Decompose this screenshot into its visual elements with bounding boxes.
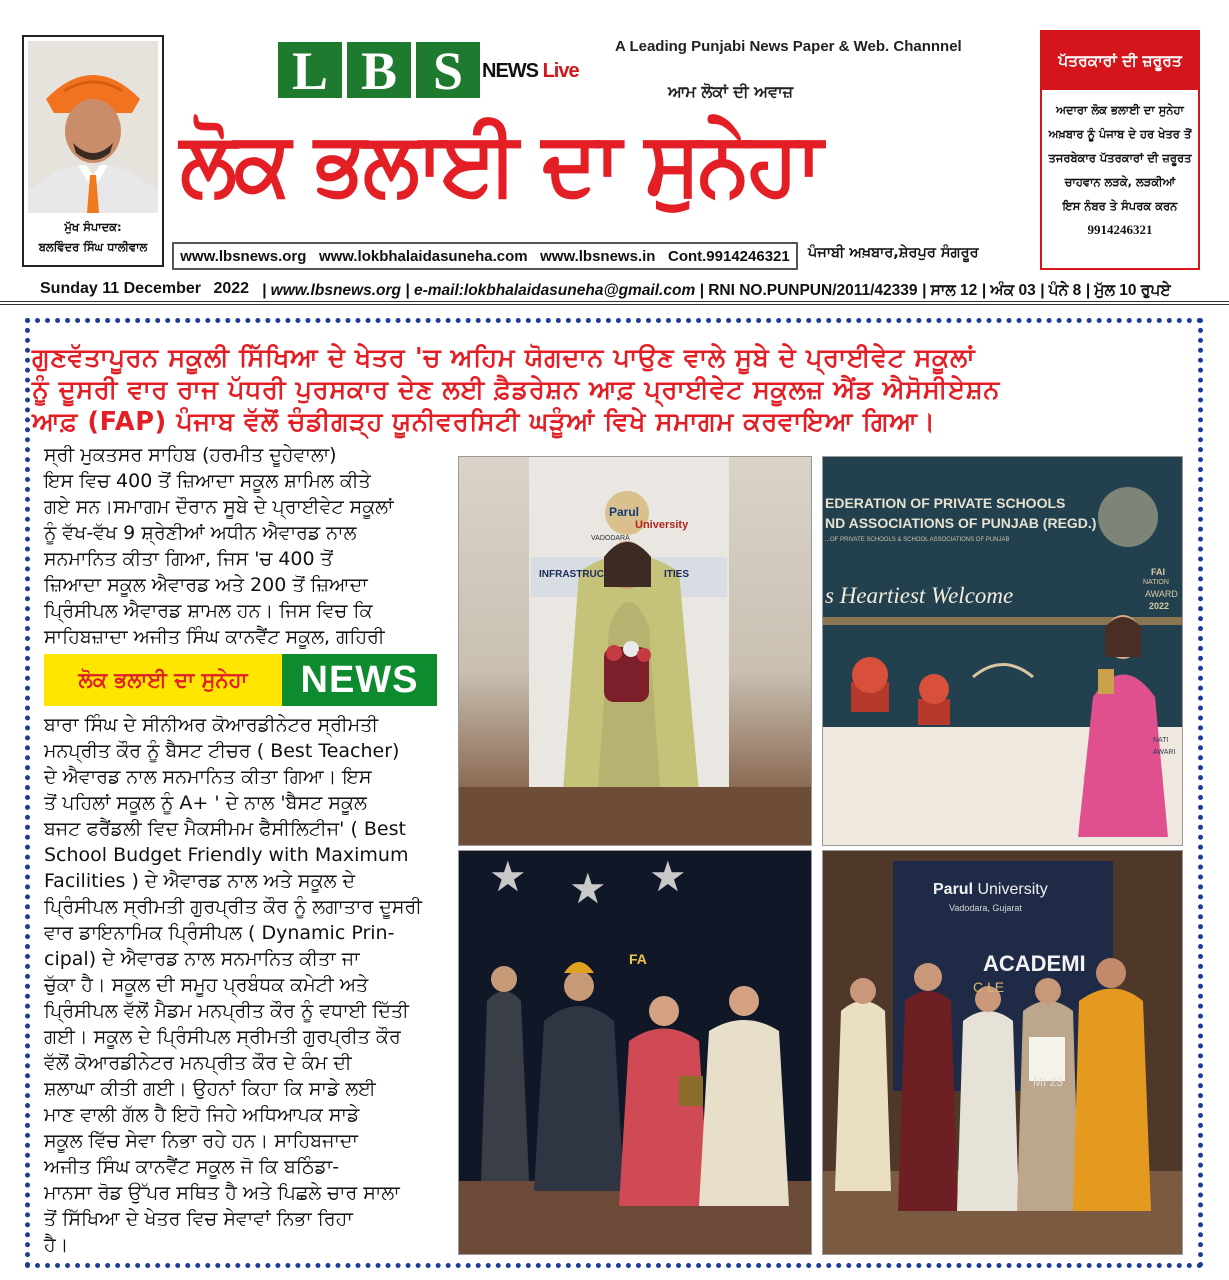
text-line: ਮਨਪ੍ਰੀਤ ਕੌਰ ਨੂੰ ਬੈਸਟ ਟੀਚਰ ( Best Teacher)	[44, 740, 400, 762]
p1-banner-left: INFRASTRUC	[539, 569, 604, 580]
year-label: ਸਾਲ	[930, 282, 956, 299]
p1-logo-university: University	[635, 519, 689, 531]
text-line: ਇਸ ਵਿਚ 400 ਤੋਂ ਜ਼ਿਆਦਾ ਸਕੂਲ ਸ਼ਾਮਿਲ ਕੀਤੇ	[44, 470, 371, 492]
text-line: ਤੋਂ ਪਹਿਲਾਂ ਸਕੂਲ ਨੂੰ A+ ' ਦੇ ਨਾਲ 'ਬੈਸਟ ਸਕੂਲ	[44, 792, 367, 814]
photo-fap-banner	[822, 456, 1183, 846]
photo-award-teacher	[458, 456, 812, 846]
reporter-line: ਇਸ ਨੰਬਰ ਤੇ ਸੰਪਰਕ ਕਰਨ	[1062, 199, 1178, 213]
p2-line1: EDERATION OF PRIVATE SCHOOLS	[825, 495, 1066, 511]
place-label: ਪੰਜਾਬੀ ਅਖ਼ਬਾਰ,ਸ਼ੇਰਪੁਰ ਸੰਗਰੂਰ	[808, 245, 979, 261]
svg-text:★: ★	[569, 865, 607, 912]
text-line: ਦੇ ਐਵਾਰਡ ਨਾਲ ਸਨਮਾਨਿਤ ਕੀਤਾ ਗਿਆ। ਇਸ	[44, 766, 372, 788]
p2-award-1: FAI	[1151, 567, 1166, 577]
editor-box	[22, 35, 164, 267]
photo-academic-certificate	[822, 850, 1183, 1255]
website-2[interactable]: www.lokbhalaidasuneha.com	[318, 247, 528, 265]
p4-banner-2: C LE	[973, 979, 1005, 995]
issue-date	[40, 280, 249, 298]
text-line: ਮਾਨਸਾ ਰੋਡ ਉੱਪਰ ਸਥਿਤ ਹੈ ਅਤੇ ਪਿਛਲੇ ਚਾਰ ਸਾਲਾ	[44, 1182, 400, 1204]
text-line: ਬਜਟ ਫਰੈਂਡਲੀ ਵਿਦ ਮੈਕਸੀਮਮ ਫੈਸੀਲਿਟੀਜ' ( Best	[44, 818, 406, 840]
editor-role: ਮੁੱਖ ਸੰਪਾਦਕ:	[64, 220, 122, 234]
p4-brand-university: University	[977, 881, 1048, 898]
news-banner	[44, 654, 437, 706]
dateline	[0, 275, 1229, 305]
article-column-top	[44, 442, 434, 650]
slogan: ਆਮ ਲੋਕਾਂ ਦੀ ਅਵਾਜ਼	[668, 82, 794, 101]
editor-name: ਬਲਵਿੰਦਰ ਸਿੰਘ ਧਾਲੀਵਾਲ	[38, 240, 148, 254]
p4-sub: Vadodara, Gujarat	[949, 903, 1022, 913]
website-3[interactable]: www.lbsnews.in	[540, 247, 656, 265]
text-line: ਮਾਣ ਵਾਲੀ ਗੱਲ ਹੈ ਇਹੋ ਜਿਹੇ ਅਧਿਆਪਕ ਸਾਡੇ	[44, 1104, 360, 1126]
dateline-website[interactable]: www.lbsnews.org	[270, 282, 401, 299]
svg-text:★: ★	[649, 853, 687, 900]
editor-caption	[24, 217, 162, 257]
p2-award-2: NATION	[1143, 579, 1169, 586]
masthead	[0, 0, 1229, 300]
headline-line: ਆਫ਼ (FAP) ਪੰਜਾਬ ਵੱਲੋਂ ਚੰਡੀਗੜ੍ਹ ਯੂਨੀਵਰਸਿਟੀ ਘੜੂੰਆਂ ਵਿਖੇ ਸਮਾਗਮ ਕਰਵਾਇਆ ਗਿਆ।	[32, 407, 936, 437]
text-line: ਹੈ।	[44, 1234, 69, 1256]
reporter-line: ਅਦਾਰਾ ਲੋਕ ਭਲਾਈ ਦਾ ਸੁਨੇਹਾ	[1056, 103, 1184, 117]
text-line: cipal) ਦੇ ਐਵਾਰਡ ਨਾਲ ਸਨਮਾਨਿਤ ਕੀਤਾ ਜਾ	[44, 948, 360, 970]
logo-letter-b: B	[347, 42, 411, 98]
text-line: Facilities ) ਦੇ ਐਵਾਰਡ ਨਾਲ ਅਤੇ ਸਕੂਲ ਦੇ	[44, 870, 356, 892]
contact-number: Cont.9914246321	[667, 247, 790, 265]
p4-banner-1: ACADEMI	[983, 951, 1086, 976]
lbs-logo	[278, 41, 480, 101]
date: 11	[102, 280, 120, 297]
text-line: ਨੂੰ ਵੱਖ-ਵੱਖ 9 ਸ਼੍ਰੇਣੀਆਂ ਅਧੀਨ ਐਵਾਰਡ ਨਾਲ	[44, 522, 357, 544]
reporter-phone: 9914246321	[1087, 222, 1153, 237]
pages-number: 8	[1072, 282, 1082, 299]
day: Sunday	[40, 280, 98, 297]
text-line: ਗਏ ਸਨ।ਸਮਾਗਮ ਦੌਰਾਨ ਸੂਬੇ ਦੇ ਪ੍ਰਾਈਵੇਟ ਸਕੂਲਾਂ	[44, 496, 394, 518]
issue-number: 03	[1018, 282, 1036, 299]
reporter-box-body	[1042, 90, 1198, 242]
text-line: ਪ੍ਰਿੰਸੀਪਲ ਐਵਾਰਡ ਸ਼ਾਮਲ ਹਨ। ਜਿਸ ਵਿਚ ਕਿ	[44, 600, 373, 622]
text-line: ਚੁੱਕਾ ਹੈ। ਸਕੂਲ ਦੀ ਸਮੂਹ ਪ੍ਰਬੰਧਕ ਕਮੇਟੀ ਅਤੇ	[44, 974, 369, 996]
reporter-line: ਤਜਰਬੇਕਾਰ ਪੱਤਰਕਾਰਾਂ ਦੀ ਜ਼ਰੂਰਤ	[1048, 151, 1192, 165]
p2-award-5: NATI	[1153, 737, 1169, 744]
p4-brand-parul: Parul	[933, 881, 974, 898]
article-headline	[32, 342, 1202, 438]
reporter-box-title: ਪੱਤਰਕਾਰਾਂ ਦੀ ਜ਼ਰੂਰਤ	[1042, 32, 1198, 90]
article-column-bottom	[44, 712, 434, 1258]
text-line: ਵੱਲੋਂ ਕੋਆਰਡੀਨੇਟਰ ਮਨਪ੍ਰੀਤ ਕੌਰ ਦੇ ਕੰਮ ਦੀ	[44, 1052, 352, 1074]
p4-banner-3: MI 23	[1033, 1075, 1064, 1089]
year: 2022	[213, 280, 250, 297]
pages-label: ਪੰਨੇ	[1048, 282, 1069, 299]
editor-photo	[28, 41, 158, 213]
text-line: ਸਕੂਲ ਵਿੱਚ ਸੇਵਾ ਨਿਭਾ ਰਹੇ ਹਨ। ਸਾਹਿਬਜਾਦਾ	[44, 1130, 358, 1152]
tagline: A Leading Punjabi News Paper & Web. Channnel	[615, 38, 962, 55]
website-strip	[172, 242, 798, 270]
p2-award-6: AWARI	[1153, 749, 1176, 756]
text-line: ਸਾਹਿਬਜ਼ਾਦਾ ਅਜੀਤ ਸਿੰਘ ਕਾਨਵੈਂਟ ਸਕੂਲ, ਗਹਿਰੀ	[44, 626, 385, 648]
reporter-line: ਚਾਹਵਾਨ ਲੜਕੇ, ਲੜਕੀਆਂ	[1064, 175, 1176, 189]
p2-welcome: s Heartiest Welcome	[825, 583, 1014, 608]
text-line: ਵਾਰ ਡਾਇਨਾਮਿਕ ਪ੍ਰਿੰਸੀਪਲ ( Dynamic Prin-	[44, 922, 395, 944]
live-word: Live	[542, 60, 579, 82]
reporter-line: ਅਖ਼ਬਾਰ ਨੂੰ ਪੰਜਾਬ ਦੇ ਹਰ ਖੇਤਰ ਤੋਂ	[1048, 127, 1192, 141]
month: December	[123, 280, 201, 297]
news-live-label	[482, 60, 579, 83]
text-line: ਬਾਰਾ ਸਿੰਘ ਦੇ ਸੀਨੀਅਰ ਕੋਆਰਡੀਨੇਟਰ ਸ੍ਰੀਮਤੀ	[44, 714, 379, 736]
reporter-wanted-box	[1040, 30, 1200, 270]
newspaper-title: ਲੋਕ ਭਲਾਈ ਦਾ ਸੁਨੇਹਾ	[180, 111, 820, 215]
p1-brand: Parul	[609, 505, 640, 519]
logo-letter-s: S	[416, 42, 480, 98]
p1-logo	[609, 505, 639, 519]
svg-text:★: ★	[489, 853, 527, 900]
photo-stage-award	[458, 850, 812, 1255]
p1-banner-right: ITIES	[664, 569, 690, 580]
text-line: ਪ੍ਰਿੰਸੀਪਲ ਵੱਲੋਂ ਮੈਡਮ ਮਨਪ੍ਰੀਤ ਕੌਰ ਨੂੰ ਵਧਾਈ ਦਿੱਤੀ	[44, 1000, 409, 1022]
price: ਮੁੱਲ 10 ਰੁਪਏ	[1094, 282, 1171, 299]
text-line: ਜ਼ਿਆਦਾ ਸਕੂਲ ਐਵਾਰਡ ਅਤੇ 200 ਤੋਂ ਜ਼ਿਆਦਾ	[44, 574, 368, 596]
dateline-details: | www.lbsnews.org | e-mail:lokbhalaidasuneha@gmail.com | RNI NO.PUNPUN/2011/42339 | ਸਾਲ 12 | ਅੰਕ 03 | ਪੰਨੇ 8 | ਮੁੱਲ 10 ਰੁਪਏ	[262, 282, 1171, 299]
headline-line: ਨੂੰ ਦੂਸਰੀ ਵਾਰ ਰਾਜ ਪੱਧਰੀ ਪੁਰਸਕਾਰ ਦੇਣ ਲਈ ਫ਼ੈਡਰੇਸ਼ਨ ਆਫ਼ ਪ੍ਰਾਈਵੇਟ ਸਕੂਲਜ਼ ਐਂਡ ਐਸੋਸੀਏਸ਼ਨ	[32, 375, 1000, 405]
text-line: ਗਈ। ਸਕੂਲ ਦੇ ਪ੍ਰਿੰਸੀਪਲ ਸ੍ਰੀਮਤੀ ਗੁਰਪ੍ਰੀਤ ਕੌਰ	[44, 1026, 401, 1048]
text-line: ਸਨਮਾਨਿਤ ਕੀਤਾ ਗਿਆ, ਜਿਸ 'ਚ 400 ਤੋਂ	[44, 548, 333, 570]
text-line: ਸ਼ਲਾਘਾ ਕੀਤੀ ਗਈ। ਉਹਨਾਂ ਕਿਹਾ ਕਿ ਸਾਡੇ ਲਈ	[44, 1078, 376, 1100]
dateline-email[interactable]: e-mail:lokbhalaidasuneha@gmail.com	[413, 282, 696, 299]
p2-award-3: AWARD	[1145, 589, 1178, 599]
news-banner-title: ਲੋਕ ਭਲਾਈ ਦਾ ਸੁਨੇਹਾ	[44, 654, 282, 706]
issue-label: ਅੰਕ	[990, 282, 1015, 299]
p2-line3: ...OF PRIVATE SCHOOLS & SCHOOL ASSOCIATIONS OF PUNJAB	[825, 537, 1010, 543]
p3-stage-logo: FA	[629, 951, 647, 967]
headline-line: ਗੁਣਵੱਤਾਪੂਰਨ ਸਕੂਲੀ ਸਿੱਖਿਆ ਦੇ ਖੇਤਰ 'ਚ ਅਹਿਮ ਯੋਗਦਾਨ ਪਾਉਣ ਵਾਲੇ ਸੂਬੇ ਦੇ ਪ੍ਰਾਈਵੇਟ ਸਕੂਲਾਂ	[32, 343, 976, 373]
rni-number: RNI NO.PUNPUN/2011/42339	[708, 282, 918, 299]
p2-line2: ND ASSOCIATIONS OF PUNJAB (REGD.)	[825, 515, 1097, 531]
news-banner-news: NEWS	[282, 654, 437, 706]
text-line: School Budget Friendly with Maximum	[44, 844, 409, 866]
p4-brand	[933, 881, 1048, 899]
news-word: NEWS	[482, 60, 538, 82]
year-number: 12	[960, 282, 978, 299]
p2-award-4: 2022	[1149, 601, 1170, 611]
website-1[interactable]: www.lbsnews.org	[180, 247, 307, 265]
text-line: ਪ੍ਰਿੰਸੀਪਲ ਸ੍ਰੀਮਤੀ ਗੁਰਪ੍ਰੀਤ ਕੌਰ ਨੂੰ ਲਗਾਤਾਰ ਦੂਸਰੀ	[44, 896, 423, 918]
logo-letter-l: L	[278, 42, 342, 98]
p1-logo-sub: VADODARA	[591, 535, 630, 542]
text-line: ਤੋਂ ਸਿੱਖਿਆ ਦੇ ਖੇਤਰ ਵਿਚ ਸੇਵਾਵਾਂ ਨਿਭਾ ਰਿਹਾ	[44, 1208, 353, 1230]
text-line: ਅਜੀਤ ਸਿੰਘ ਕਾਨਵੈਂਟ ਸਕੂਲ ਜੋ ਕਿ ਬਠਿੰਡਾ-	[44, 1156, 340, 1178]
text-line: ਸ੍ਰੀ ਮੁਕਤਸਰ ਸਾਹਿਬ (ਹਰਮੀਤ ਦੂਹੇਵਾਲਾ)	[44, 444, 337, 466]
